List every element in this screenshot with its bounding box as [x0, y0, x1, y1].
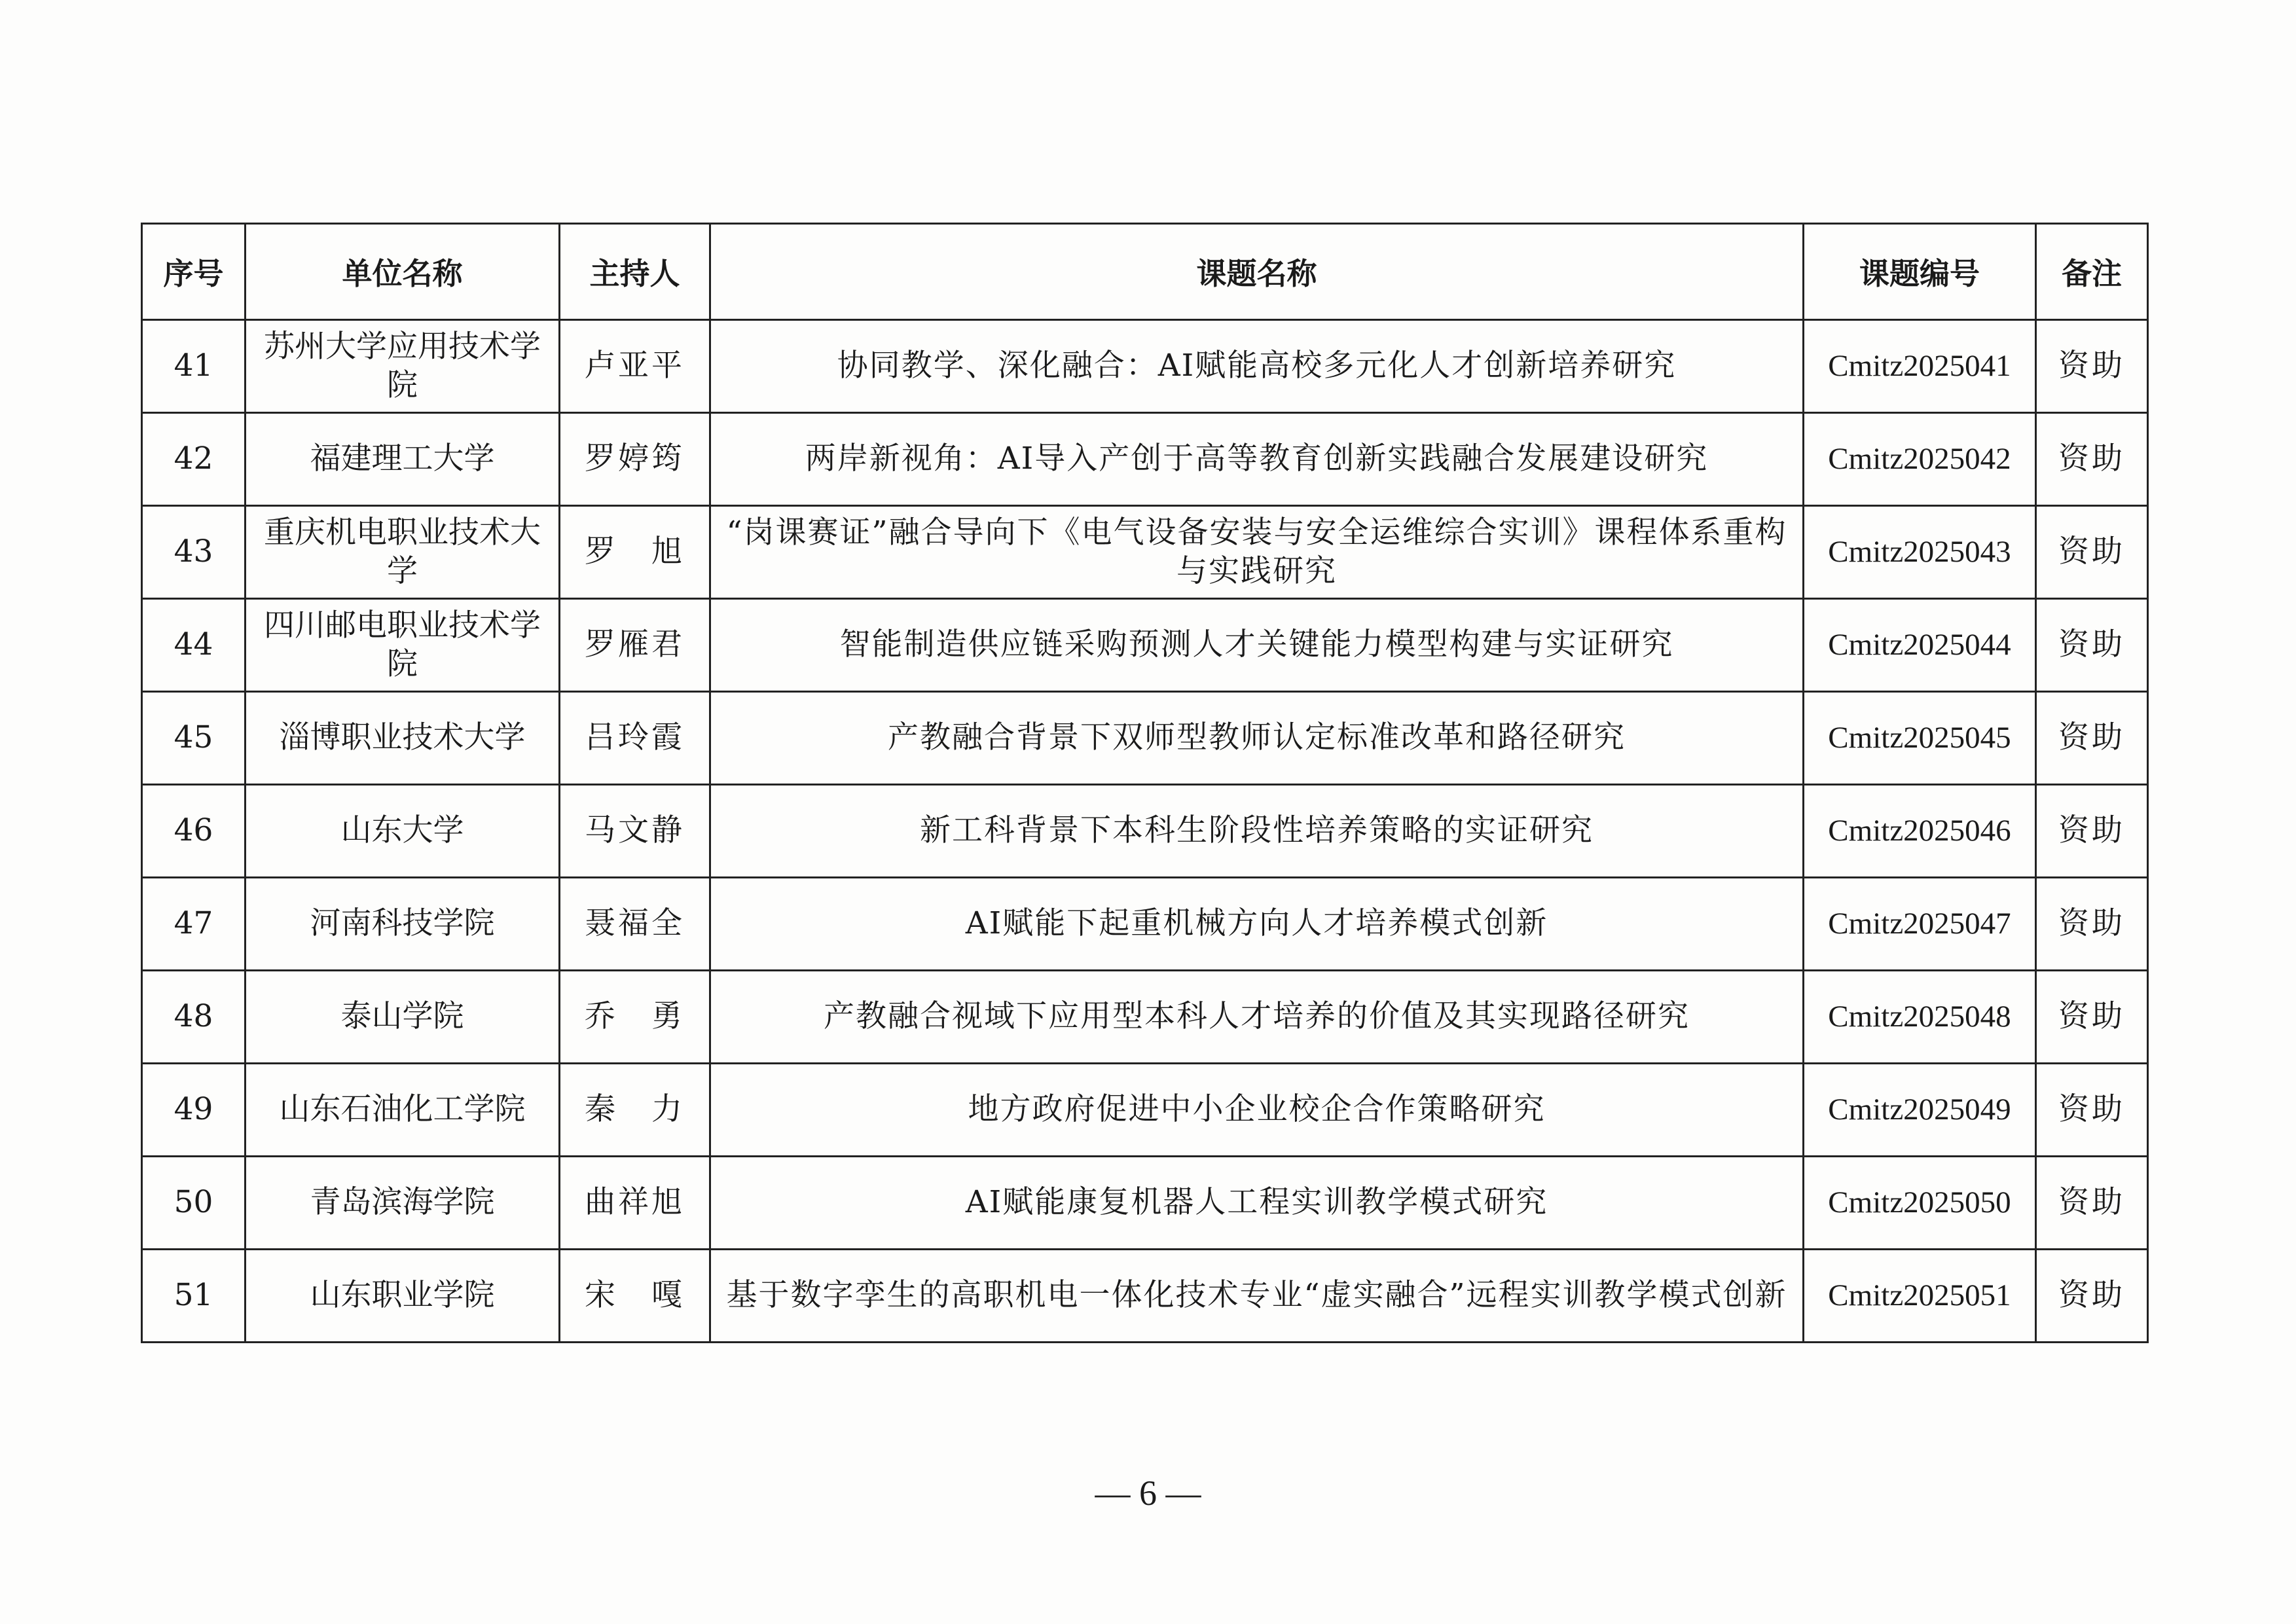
cell-note: 资助: [2036, 1157, 2148, 1250]
cell-seq: 45: [142, 692, 246, 785]
cell-code: Cmitz2025048: [1804, 971, 2036, 1064]
header-seq: 序号: [142, 224, 246, 320]
cell-note: 资助: [2036, 599, 2148, 692]
cell-host: 吕玲霞: [560, 692, 710, 785]
cell-title: 协同教学、深化融合：AI赋能高校多元化人才创新培养研究: [710, 320, 1804, 413]
cell-title: 两岸新视角：AI导入产创于高等教育创新实践融合发展建设研究: [710, 413, 1804, 506]
cell-code: Cmitz2025042: [1804, 413, 2036, 506]
cell-seq: 47: [142, 878, 246, 971]
table-row: [142, 1250, 2148, 1343]
cell-note: 资助: [2036, 1064, 2148, 1157]
table-row: [142, 599, 2148, 692]
cell-seq: 43: [142, 506, 246, 599]
cell-seq: 46: [142, 785, 246, 878]
header-note: 备注: [2036, 224, 2148, 320]
cell-unit: 山东石油化工学院: [246, 1064, 560, 1157]
table-row: [142, 1064, 2148, 1157]
cell-unit: 福建理工大学: [246, 413, 560, 506]
cell-host: 罗婷筠: [560, 413, 710, 506]
cell-title: 基于数字孪生的高职机电一体化技术专业“虚实融合”远程实训教学模式创新: [710, 1250, 1804, 1343]
table-row: [142, 320, 2148, 413]
header-code: 课题编号: [1804, 224, 2036, 320]
cell-host: 聂福全: [560, 878, 710, 971]
cell-note: 资助: [2036, 1250, 2148, 1343]
page-number: — 6 —: [1095, 1473, 1201, 1513]
table-row: [142, 785, 2148, 878]
project-table: [141, 223, 2149, 1343]
cell-seq: 42: [142, 413, 246, 506]
cell-code: Cmitz2025046: [1804, 785, 2036, 878]
header-host: 主持人: [560, 224, 710, 320]
cell-title: “岗课赛证”融合导向下《电气设备安装与安全运维综合实训》课程体系重构与实践研究: [710, 506, 1804, 599]
cell-seq: 50: [142, 1157, 246, 1250]
cell-code: Cmitz2025043: [1804, 506, 2036, 599]
cell-host: 罗 旭: [560, 506, 710, 599]
cell-unit: 重庆机电职业技术大学: [246, 506, 560, 599]
cell-unit: 四川邮电职业技术学院: [246, 599, 560, 692]
table-row: [142, 1157, 2148, 1250]
cell-note: 资助: [2036, 878, 2148, 971]
cell-note: 资助: [2036, 413, 2148, 506]
cell-title: 地方政府促进中小企业校企合作策略研究: [710, 1064, 1804, 1157]
cell-unit: 山东大学: [246, 785, 560, 878]
cell-note: 资助: [2036, 506, 2148, 599]
cell-title: 新工科背景下本科生阶段性培养策略的实证研究: [710, 785, 1804, 878]
cell-note: 资助: [2036, 320, 2148, 413]
cell-host: 秦 力: [560, 1064, 710, 1157]
cell-note: 资助: [2036, 971, 2148, 1064]
cell-host: 马文静: [560, 785, 710, 878]
cell-host: 曲祥旭: [560, 1157, 710, 1250]
header-title: 课题名称: [710, 224, 1804, 320]
cell-title: AI赋能下起重机械方向人才培养模式创新: [710, 878, 1804, 971]
cell-seq: 48: [142, 971, 246, 1064]
cell-code: Cmitz2025051: [1804, 1250, 2036, 1343]
cell-host: 乔 勇: [560, 971, 710, 1064]
cell-host: 卢亚平: [560, 320, 710, 413]
cell-code: Cmitz2025041: [1804, 320, 2036, 413]
header-unit: 单位名称: [246, 224, 560, 320]
cell-seq: 41: [142, 320, 246, 413]
cell-title: AI赋能康复机器人工程实训教学模式研究: [710, 1157, 1804, 1250]
cell-code: Cmitz2025045: [1804, 692, 2036, 785]
cell-seq: 44: [142, 599, 246, 692]
header-row: [142, 224, 2148, 320]
table-body: [142, 320, 2148, 1343]
cell-seq: 51: [142, 1250, 246, 1343]
cell-seq: 49: [142, 1064, 246, 1157]
cell-title: 产教融合背景下双师型教师认定标准改革和路径研究: [710, 692, 1804, 785]
cell-unit: 河南科技学院: [246, 878, 560, 971]
table-row: [142, 692, 2148, 785]
cell-unit: 泰山学院: [246, 971, 560, 1064]
table-row: [142, 506, 2148, 599]
cell-note: 资助: [2036, 785, 2148, 878]
cell-unit: 苏州大学应用技术学院: [246, 320, 560, 413]
cell-note: 资助: [2036, 692, 2148, 785]
table-header: [142, 224, 2148, 320]
cell-title: 产教融合视域下应用型本科人才培养的价值及其实现路径研究: [710, 971, 1804, 1064]
cell-host: 宋 嘎: [560, 1250, 710, 1343]
cell-unit: 淄博职业技术大学: [246, 692, 560, 785]
cell-code: Cmitz2025047: [1804, 878, 2036, 971]
cell-unit: 山东职业学院: [246, 1250, 560, 1343]
cell-code: Cmitz2025049: [1804, 1064, 2036, 1157]
cell-code: Cmitz2025050: [1804, 1157, 2036, 1250]
cell-title: 智能制造供应链采购预测人才关键能力模型构建与实证研究: [710, 599, 1804, 692]
table-row: [142, 413, 2148, 506]
table-row: [142, 878, 2148, 971]
cell-unit: 青岛滨海学院: [246, 1157, 560, 1250]
cell-host: 罗雁君: [560, 599, 710, 692]
cell-code: Cmitz2025044: [1804, 599, 2036, 692]
table-row: [142, 971, 2148, 1064]
